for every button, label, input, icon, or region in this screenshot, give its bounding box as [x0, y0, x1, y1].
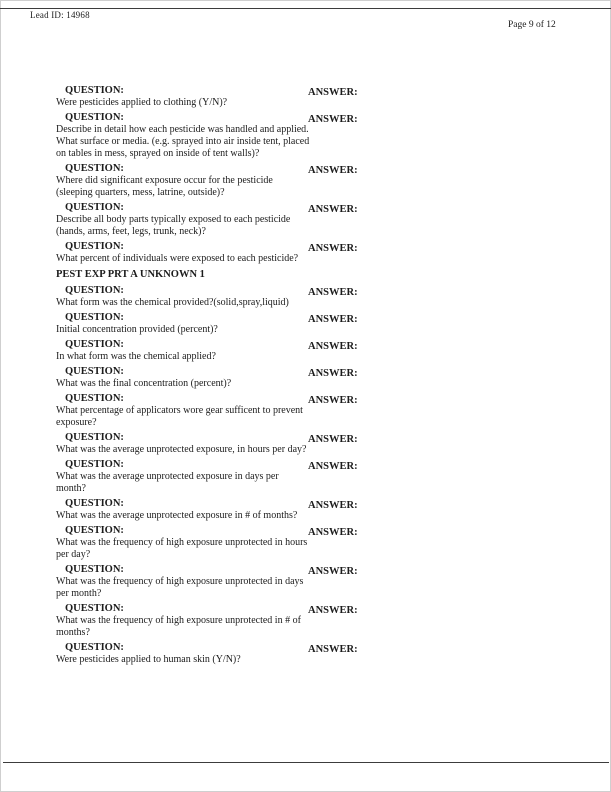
qa-row	[56, 111, 561, 160]
question-label: QUESTION:	[65, 432, 124, 443]
qa-row	[56, 201, 561, 238]
question-text: What percent of individuals were exposed to each pesticide?	[56, 253, 299, 264]
page-number-label: Page 9 of 12	[508, 20, 556, 30]
answer-label: ANSWER:	[308, 461, 358, 472]
question-label: QUESTION:	[65, 85, 124, 96]
answer-label: ANSWER:	[308, 287, 358, 298]
question-label: QUESTION:	[65, 241, 124, 252]
page-top-border	[0, 8, 611, 9]
question-text: What was the frequency of high exposure unprotected in days per month?	[56, 576, 304, 599]
qa-row	[56, 602, 561, 639]
question-label: QUESTION:	[65, 459, 124, 470]
question-label: QUESTION:	[65, 525, 124, 536]
question-text: In what form was the chemical applied?	[56, 351, 216, 362]
answer-label: ANSWER:	[308, 368, 358, 379]
qa-row	[56, 365, 561, 390]
qa-list	[56, 82, 561, 666]
answer-label: ANSWER:	[308, 434, 358, 445]
answer-label: ANSWER:	[308, 644, 358, 655]
qa-row	[56, 458, 561, 495]
answer-label: ANSWER:	[308, 395, 358, 406]
question-text: What was the frequency of high exposure unprotected in # of months?	[56, 615, 301, 638]
answer-label: ANSWER:	[308, 527, 358, 538]
qa-row	[56, 338, 561, 363]
question-text: What form was the chemical provided?(solid,spray,liquid)	[56, 297, 289, 308]
answer-label: ANSWER:	[308, 566, 358, 577]
question-label: QUESTION:	[65, 642, 124, 653]
question-text: Describe all body parts typically exposed to each pesticide (hands, arms, feet, legs, trunk, neck)?	[56, 214, 291, 237]
question-text: What was the frequency of high exposure unprotected in hours per day?	[56, 537, 308, 560]
question-label: QUESTION:	[65, 202, 124, 213]
answer-label: ANSWER:	[308, 114, 358, 125]
question-label: QUESTION:	[65, 112, 124, 123]
answer-label: ANSWER:	[308, 314, 358, 325]
question-text: What was the average unprotected exposure in # of months?	[56, 510, 298, 521]
qa-row	[56, 563, 561, 600]
question-text: Where did significant exposure occur for the pesticide (sleeping quarters, mess, latrine, outside)?	[56, 175, 273, 198]
qa-row	[56, 524, 561, 561]
answer-label: ANSWER:	[308, 500, 358, 511]
qa-row	[56, 284, 561, 309]
qa-row	[56, 84, 561, 109]
question-label: QUESTION:	[65, 312, 124, 323]
page-bottom-border	[3, 762, 609, 763]
question-label: QUESTION:	[65, 366, 124, 377]
answer-label: ANSWER:	[308, 204, 358, 215]
question-text: Were pesticides applied to clothing (Y/N)?	[56, 97, 228, 108]
qa-row	[56, 162, 561, 199]
lead-id-label: Lead ID: 14968	[30, 10, 90, 20]
qa-row	[56, 497, 561, 522]
answer-label: ANSWER:	[308, 605, 358, 616]
qa-row	[56, 240, 561, 265]
question-label: QUESTION:	[65, 163, 124, 174]
qa-row	[56, 392, 561, 429]
answer-label: ANSWER:	[308, 87, 358, 98]
question-text: What was the average unprotected exposure, in hours per day?	[56, 444, 307, 455]
question-label: QUESTION:	[65, 285, 124, 296]
answer-label: ANSWER:	[308, 165, 358, 176]
qa-row	[56, 431, 561, 456]
answer-label: ANSWER:	[308, 243, 358, 254]
qa-row	[56, 311, 561, 336]
section-title: PEST EXP PRT A UNKNOWN 1	[56, 269, 205, 280]
answer-label: ANSWER:	[308, 341, 358, 352]
question-text: What was the average unprotected exposure in days per month?	[56, 471, 279, 494]
question-text: Initial concentration provided (percent)?	[56, 324, 218, 335]
question-label: QUESTION:	[65, 339, 124, 350]
question-label: QUESTION:	[65, 393, 124, 404]
question-text: What percentage of applicators wore gear sufficent to prevent exposure?	[56, 405, 303, 428]
question-text: Describe in detail how each pesticide was handled and applied. What surface or media. (e.g. sprayed into air inside tent, placed on tables in mess, sprayed on inside of tent walls)?	[56, 124, 310, 159]
question-label: QUESTION:	[65, 564, 124, 575]
question-text: What was the final concentration (percent)?	[56, 378, 232, 389]
question-label: QUESTION:	[65, 498, 124, 509]
qa-row	[56, 641, 561, 666]
question-text: Were pesticides applied to human skin (Y/N)?	[56, 654, 241, 665]
question-label: QUESTION:	[65, 603, 124, 614]
